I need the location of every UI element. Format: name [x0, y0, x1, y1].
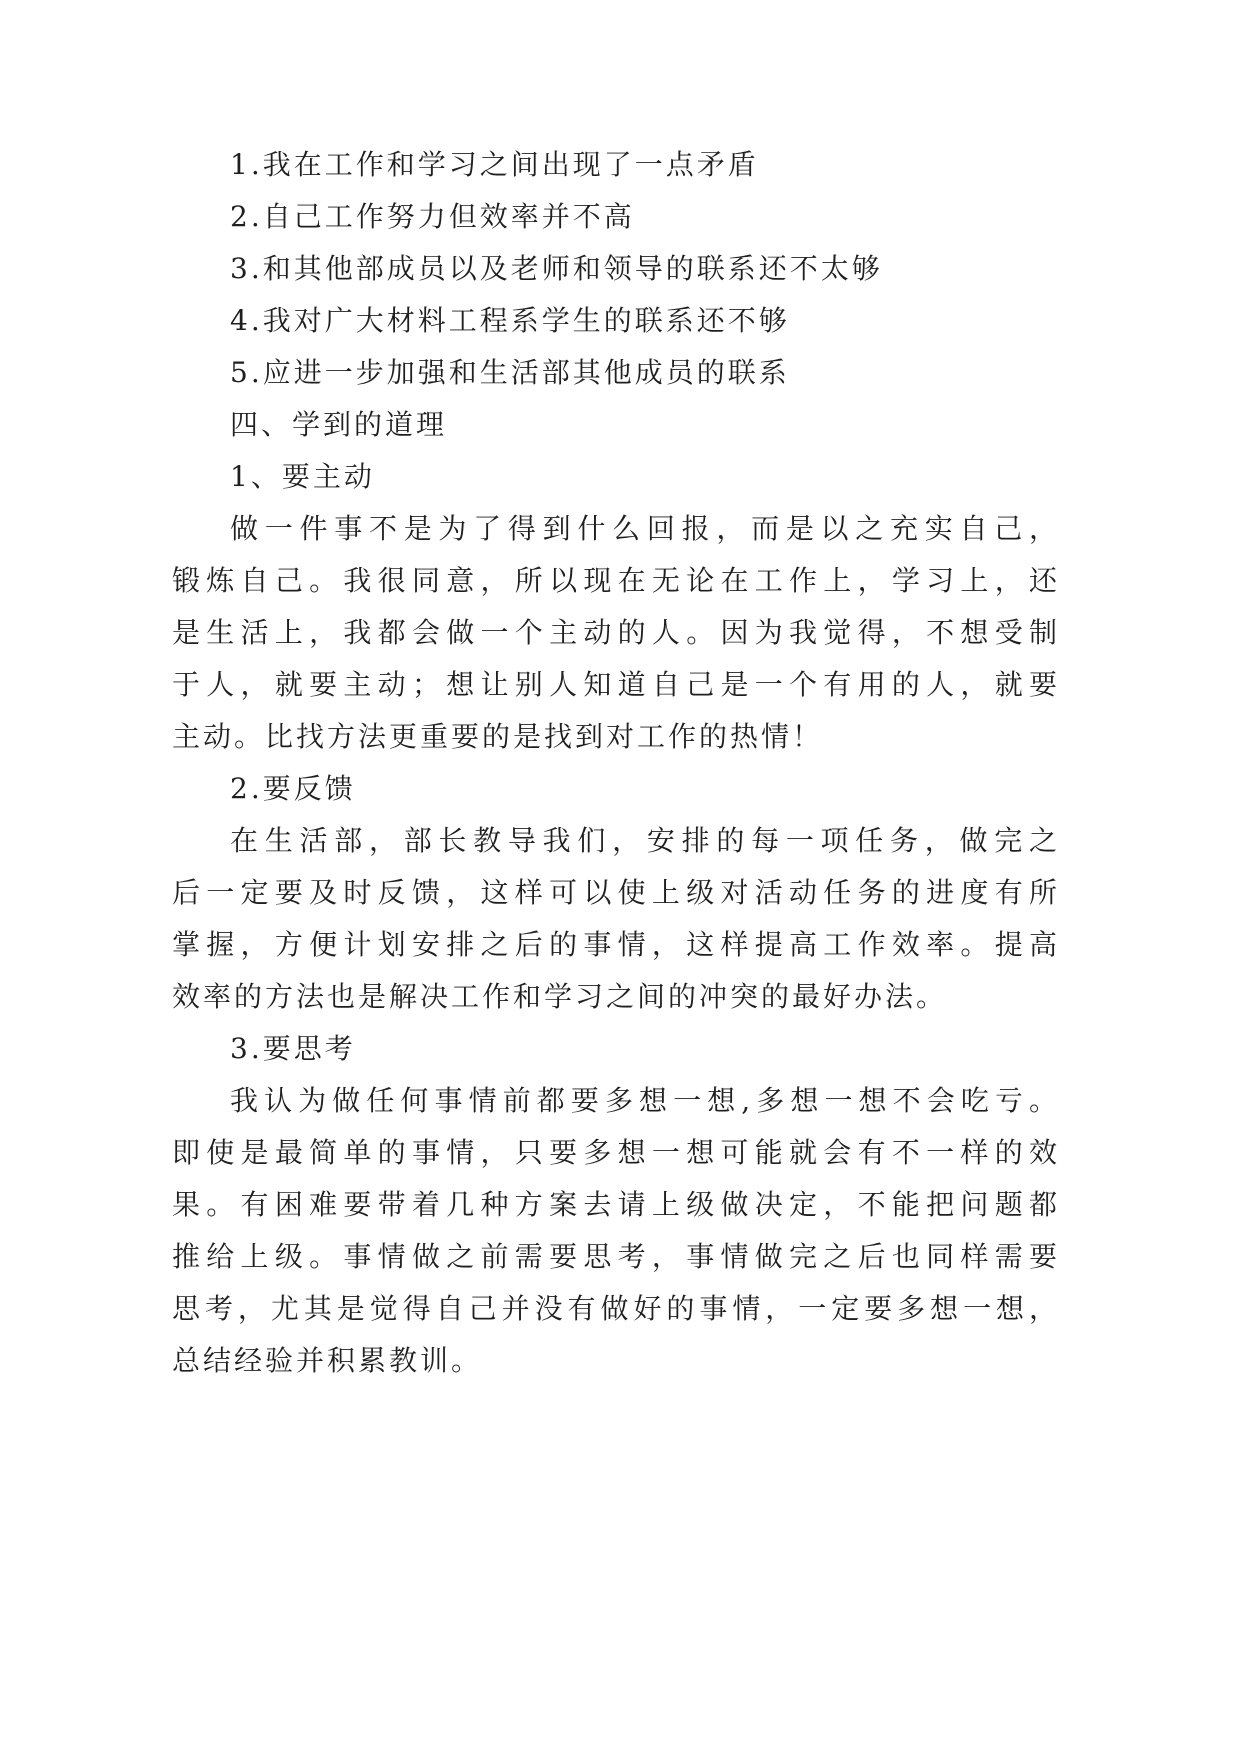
paragraph-line: 即使是最简单的事情，只要多想一想可能就会有不一样的效: [172, 1136, 1060, 1169]
paragraph-line: 我认为做任何事情前都要多想一想,多想一想不会吃亏。: [230, 1084, 1060, 1117]
paragraph-line: 后一定要及时反馈，这样可以使上级对活动任务的进度有所: [172, 876, 1060, 909]
point-1-paragraph: [172, 503, 1060, 763]
paragraph-line: 于人，就要主动；想让别人知道自己是一个有用的人，就要: [172, 668, 1060, 701]
problem-list-item-1: 1.我在工作和学习之间出现了一点矛盾: [230, 148, 759, 181]
problem-list-item-3: 3.和其他部成员以及老师和领导的联系还不太够: [230, 252, 883, 285]
problem-list-item-5: 5.应进一步加强和生活部其他成员的联系: [230, 356, 790, 389]
paragraph-line: 推给上级。事情做之前需要思考，事情做完之后也同样需要: [172, 1240, 1060, 1273]
section-heading: 四、学到的道理: [230, 408, 448, 441]
paragraph-line: 是生活上，我都会做一个主动的人。因为我觉得，不想受制: [172, 616, 1060, 649]
paragraph-line: 果。有困难要带着几种方案去请上级做决定，不能把问题都: [172, 1188, 1060, 1221]
point-2-heading: 2.要反馈: [230, 772, 356, 805]
problem-list-item-2: 2.自己工作努力但效率并不高: [230, 200, 635, 233]
point-3-heading: 3.要思考: [230, 1032, 356, 1065]
paragraph-line: 做一件事不是为了得到什么回报，而是以之充实自己，: [230, 512, 1060, 545]
paragraph-line: 思考，尤其是觉得自己并没有做好的事情，一定要多想一想，: [172, 1292, 1060, 1325]
paragraph-line: 主动。比找方法更重要的是找到对工作的热情！: [172, 720, 824, 753]
problem-list-item-4: 4.我对广大材料工程系学生的联系还不够: [230, 304, 790, 337]
document-page: [172, 139, 1060, 1387]
point-1-heading: 1、要主动: [230, 460, 375, 493]
point-3-paragraph: [172, 1075, 1060, 1387]
paragraph-line: 掌握，方便计划安排之后的事情，这样提高工作效率。提高: [172, 928, 1060, 961]
paragraph-line: 在生活部，部长教导我们，安排的每一项任务，做完之: [230, 824, 1060, 857]
paragraph-line: 效率的方法也是解决工作和学习之间的冲突的最好办法。: [172, 980, 948, 1013]
point-2-paragraph: [172, 815, 1060, 1023]
paragraph-line: 总结经验并积累教训。: [172, 1344, 483, 1377]
paragraph-line: 锻炼自己。我很同意，所以现在无论在工作上，学习上，还: [172, 564, 1060, 597]
